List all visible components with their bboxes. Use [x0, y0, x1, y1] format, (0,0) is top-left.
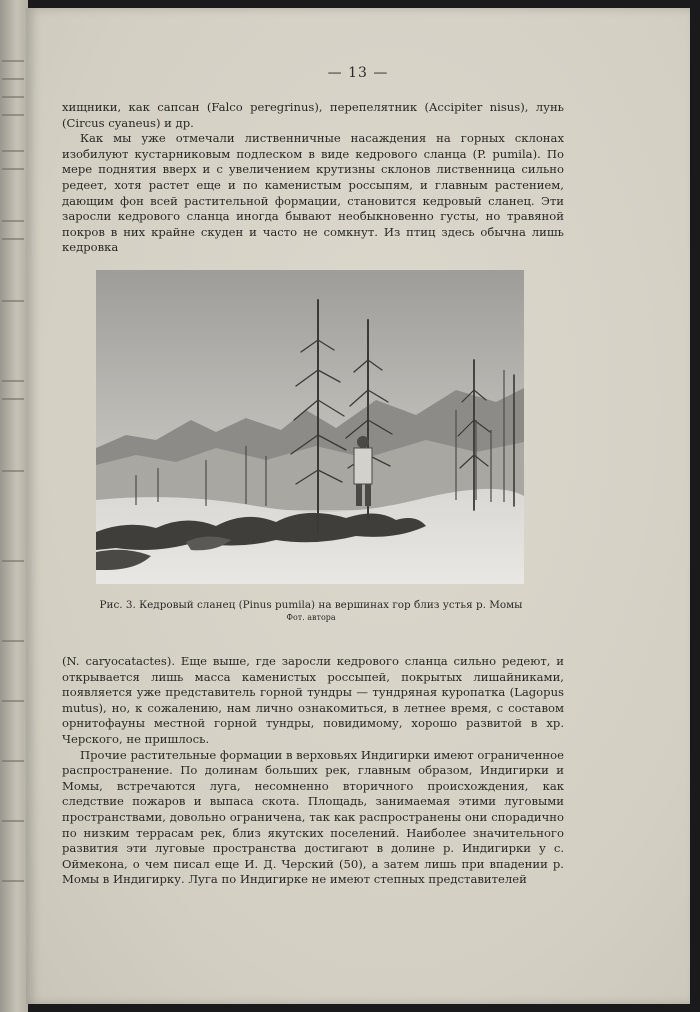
text-block-top — [62, 100, 564, 256]
paragraph-continuation: (N. caryocatactes). Еще выше, где заросли кедрового сланца сильно редеют, и открывается лишь масса каменистых россыпей, покрытых лишайниками, появляется уже представитель горной тундры — тундряная куропатка (Lagopus mutus), но, к сожалению, нам лично ознакомиться, в летнее время, с составом орнитофауны местной горной тундры, повидимому, хорошо развитой в хр. Черского, не пришлось. — [62, 654, 564, 746]
book-page — [26, 8, 690, 1004]
paragraph-continuation: хищники, как сапсан (Falco peregrinus), перепелятник (Accipiter nisus), лунь (Circus cyaneus) и др. — [62, 100, 564, 130]
figure-photo-cedar-elfin-wood — [96, 270, 524, 584]
figure-caption — [86, 598, 536, 623]
caption-text: Рис. 3. Кедровый сланец (Pinus pumila) на вершинах гор близ устья р. Момы — [99, 599, 523, 611]
mountain-landscape-photo — [96, 270, 524, 584]
page-number: — 13 — — [327, 65, 389, 81]
photo-credit: Фот. автора — [286, 613, 336, 622]
adjacent-page-edge — [0, 0, 28, 1012]
text-block-bottom — [62, 654, 564, 888]
paragraph: Как мы уже отмечали лиственничные насаждения на горных склонах изобилуют кустарниковым подлеском в виде кедрового сланца (P. pumila). По мере поднятия вверх и с увеличением крутизны склонов лиственница сильно редеет, хотя растет еще и по каменистым россыпям, и главным растением, дающим фон всей растительной формации, становится кедровый сланец. Эти заросли кедрового сланца иногда бывают необыкновенно густы, но травяной покров в них крайне скуден и часто не сомкнут. Из птиц здесь обычна лишь кедровка — [62, 131, 564, 255]
paragraph: Прочие растительные формации в верховьях Индигирки имеют ограниченное распространение. По долинам больших рек, главным образом, Индигирки и Момы, встречаются луга, несомненно вторичного происхождения, как следствие пожаров и выпаса скота. Площадь, занимаемая этими луговыми пространствами, довольно ограничена, так как распространены они спорадично по низким террасам рек, близ якутских поселений. Наиболее значительного развития эти луговые пространства достигают в долине р. Индигирки у с. Оймекона, о чем писал еще И. Д. Черский (50), а затем лишь при впадении р. Момы в Индигирку. Луга по Индигирке не имеют степных представителей — [62, 747, 564, 887]
